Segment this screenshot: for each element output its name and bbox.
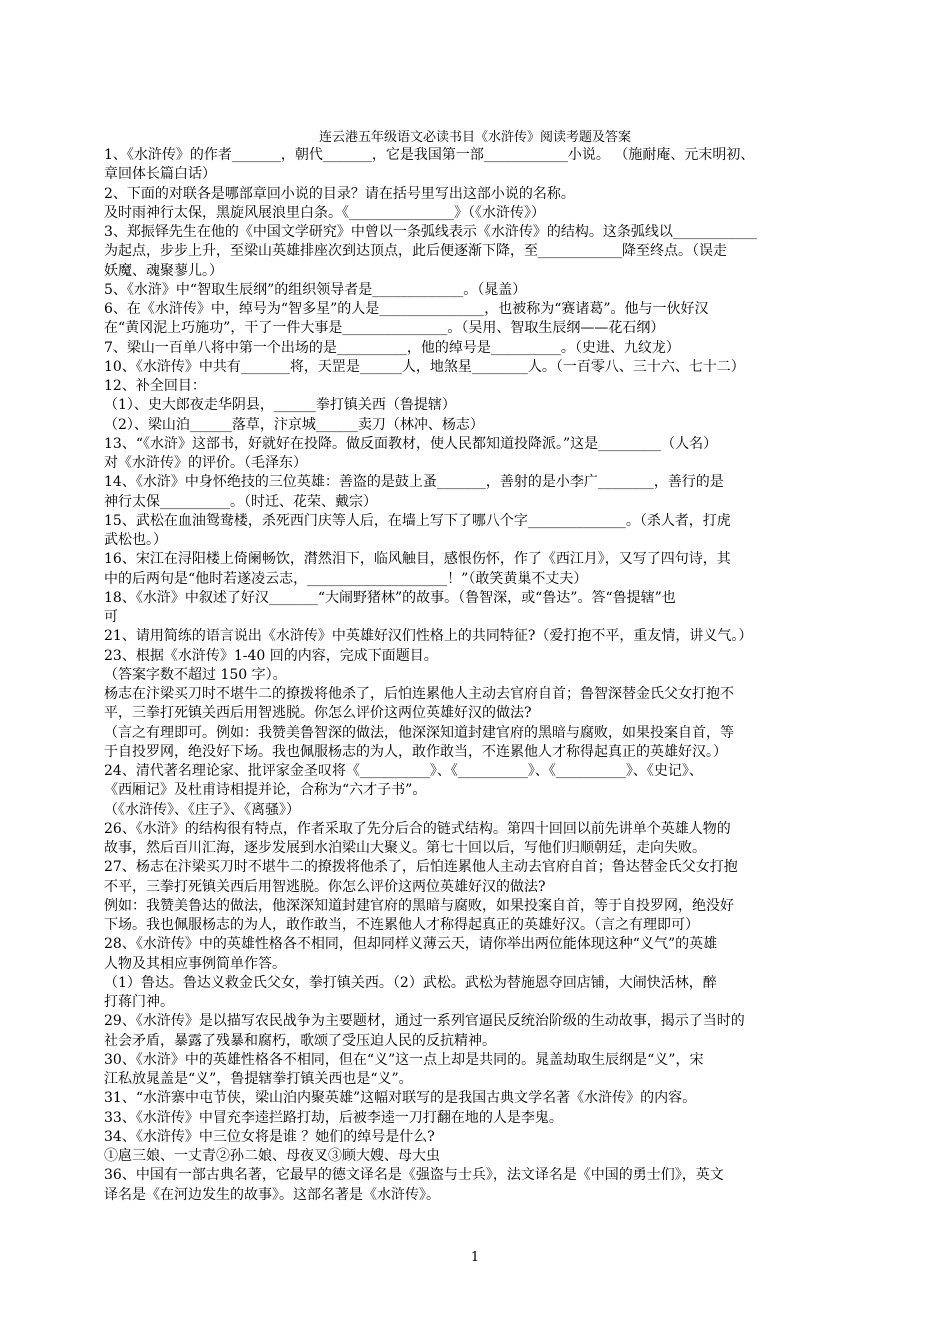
- text-line: 15、武松在血油鸳鸯楼，杀死西门庆等人后，在墙上写下了哪八个字______________。（杀人者，打虎: [104, 512, 731, 529]
- text-line: 武松也。）: [104, 532, 167, 548]
- document-title: 连云港五年级语文必读书目《水浒传》阅读考题及答案: [318, 130, 631, 145]
- text-line: 18、《水浒》中叙述了好汉_______“大闹野猪林”的故事。（鲁智深，或“鲁达”。答“鲁提辖”也: [104, 589, 676, 606]
- text-line: 在“黄冈泥上巧施功”，干了一件大事是_______________。（吴用、智取生辰纲——花石纲）: [104, 320, 665, 337]
- text-line: 13、“《水浒》这部书，好就好在投降。做反面教材，使人民都知道投降派。”这是_________（人名）: [104, 435, 718, 452]
- text-line: 28、《水浒传》中的英雄性格各不相同，但却同样义薄云天，请你举出两位能体现这种“义气”的英雄: [104, 936, 718, 953]
- text-line: （1）、史大郎夜走华阴县，______拳打镇关西（鲁提辖）: [104, 397, 456, 414]
- text-line: 人物及其相应事例简单作答。: [104, 955, 286, 972]
- text-line: 及时雨神行太保，黑旋风展浪里白条。《_______________》（《水浒传》）: [104, 204, 545, 221]
- text-line: 3、郑振铎先生在他的《中国文学研究》中曾以一条弧线表示《水浒传》的结构。这条弧线以____________: [104, 224, 757, 240]
- text-line: 妖魔、魂聚蓼儿。）: [104, 262, 223, 279]
- text-line: （言之有理即可。例如：我赞美鲁智深的做法，他深深知道封建官府的黑暗与腐败，如果投案自首，等: [104, 724, 734, 741]
- text-line: 10、《水浒传》中共有_______将，天罡是______人，地煞星________人。（一百零八、三十六、七十二）: [104, 358, 745, 375]
- text-line: 《西厢记》及杜甫诗相提并论，合称为“六才子书”。: [104, 782, 427, 799]
- text-line: 中的后两句是“他时若遂凌云志，____________________！”（敢笑黄巢不丈夫）: [104, 570, 588, 587]
- text-line: 33、《水浒传》中冒充李逵拦路打劫，后被李逵一刀打翻在地的人是李鬼。: [104, 1109, 563, 1126]
- text-line: 平，三拳打死镇关西后用智逃脱。你怎么评价这两位英雄好汉的做法?: [104, 705, 532, 722]
- text-line: 29、《水浒传》是以描写农民战争为主要题材，通过一系列官逼民反统治阶级的生动故事，揭示了当时的: [104, 1013, 745, 1030]
- text-line: 31、“水浒寨中屯节侠，梁山泊内聚英雄”这幅对联写的是我国古典文学名著《水浒传》的内容。: [104, 1090, 697, 1107]
- text-line: （《水浒传》、《庄子》、《离骚》）: [104, 801, 300, 818]
- text-line: （2）、梁山泊______落草，汴京城______卖刀（林冲、杨志）: [104, 416, 484, 433]
- text-line: 打蒋门神。: [104, 994, 174, 1010]
- text-line: 下场。我也佩服杨志的为人，敢作敢当，不连累他人才称得起真正的英雄好汉。（言之有理即可）: [104, 917, 699, 933]
- text-line: 16、宋江在浔阳楼上倚阑畅饮，潸然泪下，临风触目，感恨伤怀，作了《西江月》，又写了四句诗，其: [104, 551, 731, 568]
- text-line: 江私放晁盖是“义”，鲁提辖拳打镇关西也是“义”。: [104, 1071, 413, 1087]
- text-line: 例如：我赞美鲁达的做法，他深深知道封建官府的黑暗与腐败，如果投案自首，等于自投罗网，绝没好: [104, 897, 734, 914]
- text-line: 为起点，步步上升，至梁山英雄排座次到达顶点，此后便逐渐下降，至____________降至终点。（误走: [104, 243, 727, 260]
- text-line: 对《水浒传》的评价。（毛泽东）: [104, 455, 307, 471]
- text-line: 26、《水浒》的结构很有特点，作者采取了先分后合的链式结构。第四十回回以前先讲单个英雄人物的: [104, 820, 731, 837]
- text-line: （答案字数不超过 150 字）。: [104, 666, 287, 683]
- text-line: 5、《水浒》中“智取生辰纲”的组织领导者是_____________。（晁盖）: [104, 281, 527, 298]
- text-line: 23、根据《水浒传》1-40 回的内容，完成下面题目。: [104, 647, 438, 664]
- text-line: 7、梁山一百单八将中第一个出场的是__________，他的绰号是__________。（史进、九纹龙）: [104, 339, 680, 356]
- text-line: 34、《水浒传》中三位女将是谁 ？她们的绰号是什么?: [104, 1128, 435, 1145]
- text-line: 21、请用简练的语言说出《水浒传》中英雄好汉们性格上的共同特征?（爱打抱不平，重友情，讲义气。）: [104, 628, 753, 645]
- text-line: 24、清代著名理论家、批评家金圣叹将《__________》、《__________》、《__________》、《史记》、: [104, 763, 703, 779]
- text-line: 章回体长篇白话）: [104, 166, 216, 183]
- text-line: 36、中国有一部古典名著，它最早的德文译名是《强盗与士兵》，法文译名是《中国的勇士们》，英文: [104, 1167, 724, 1184]
- text-line: 杨志在汴梁买刀时不堪牛二的撩拨将他杀了，后怕连累他人主动去官府自首；鲁智深替金氏父女打抱不: [104, 686, 734, 702]
- document-body: [104, 146, 852, 1205]
- text-line: 神行太保__________。（时迁、花荣、戴宗）: [104, 493, 377, 510]
- text-line: 14、《水浒》中身怀绝技的三位英雄：善盗的是鼓上蚤_______，善射的是小李广________，善行的是: [104, 474, 724, 491]
- text-line: 译名是《在河边发生的故事》。这部名著是《水浒传》。: [104, 1186, 440, 1203]
- text-line: ①扈三娘、一丈青②孙二娘、母夜叉③顾大嫂、母大虫: [104, 1148, 440, 1164]
- text-line: 社会矛盾，暴露了残暴和腐朽，歌颂了受压迫人民的反抗精神。: [104, 1032, 496, 1049]
- text-line: 故事，然后百川汇海，逐步发展到水泊梁山大聚义。第七十回以后，写他们归顺朝廷，走向失败。: [104, 840, 706, 856]
- text-line: 不平，三拳打死镇关西后用智逃脱。你怎么评价这两位英雄好汉的做法?: [104, 878, 546, 895]
- page-number: 1: [470, 1250, 480, 1265]
- text-line: （1）鲁达。鲁达义救金氏父女，拳打镇关西。（2）武松。武松为替施恩夺回店铺，大闹快活林，醉: [104, 974, 717, 991]
- text-line: 于自投罗网，绝没好下场。我也佩服杨志的为人，敢作敢当，不连累他人才称得起真正的英雄好汉。）: [104, 743, 727, 760]
- text-line: 2、下面的对联各是哪部章回小说的目录？请在括号里写出这部小说的名称。: [104, 185, 575, 202]
- text-line: 6、在《水浒传》中，绰号为“智多星”的人是_______________，也被称为“赛诸葛”。他与一伙好汉: [104, 301, 709, 317]
- text-line: 27、杨志在汴梁买刀时不堪牛二的撩拨将他杀了，后怕连累他人主动去官府自首；鲁达替金氏父女打抱: [104, 859, 738, 876]
- text-line: 12、补全回目：: [104, 378, 206, 394]
- text-line: 可: [104, 609, 118, 625]
- text-line: 1、《水浒传》的作者_______，朝代_______，它是我国第一部____________小说。 （施耐庵、元末明初、: [104, 147, 755, 163]
- text-line: 30、《水浒》中的英雄性格各不相同，但在“义”这一点上却是共同的。晁盖劫取生辰纲是“义”，宋: [104, 1051, 704, 1068]
